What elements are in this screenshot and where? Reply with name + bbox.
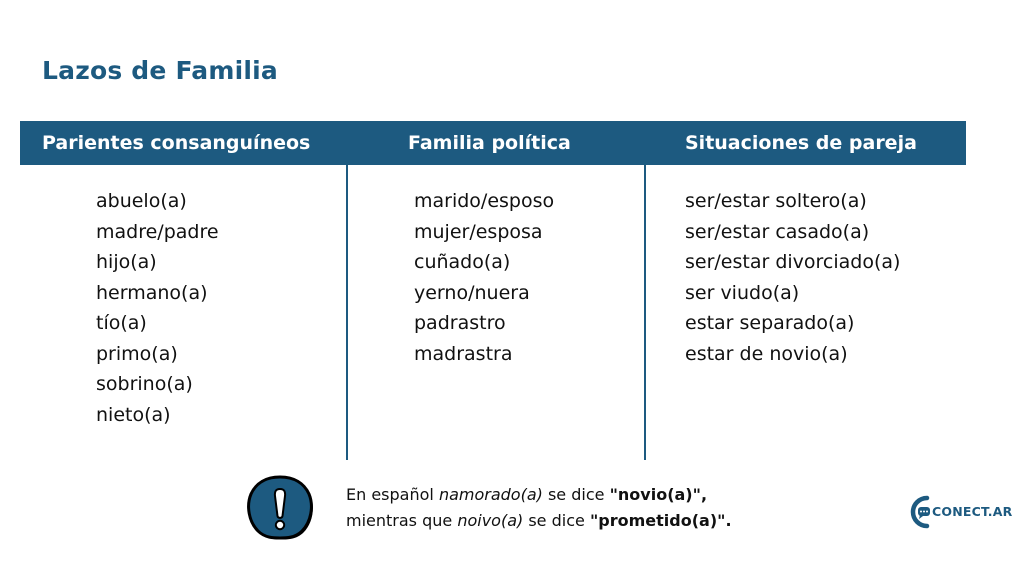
list-item: ser/estar divorciado(a) <box>685 251 901 273</box>
list-parientes-consanguineos <box>96 186 219 430</box>
note-answer-novio: "novio(a)" <box>609 485 701 504</box>
note-line-1 <box>346 482 732 508</box>
list-item: yerno/nuera <box>414 281 530 304</box>
list-item: estar separado(a) <box>685 312 855 334</box>
note-term-namorado: namorado(a) <box>438 485 543 504</box>
note-text-segment: se dice <box>523 511 590 530</box>
note-text-segment: mientras que <box>346 511 458 530</box>
page-title: Lazos de Familia <box>42 56 278 85</box>
list-item: sobrino(a) <box>96 373 193 395</box>
list-item: nieto(a) <box>96 403 171 426</box>
note-line-2 <box>346 508 732 534</box>
header-parientes-consanguineos: Parientes consanguíneos <box>42 132 311 154</box>
list-item: hijo(a) <box>96 251 157 273</box>
list-item: madrastra <box>414 342 513 365</box>
note-text-segment: . <box>725 511 732 530</box>
exclamation-icon <box>246 474 314 540</box>
list-item: padrastro <box>414 312 506 334</box>
column-divider <box>346 165 348 460</box>
list-item: primo(a) <box>96 342 178 365</box>
note-term-noivo: noivo(a) <box>457 511 524 530</box>
list-item: tío(a) <box>96 312 147 334</box>
list-familia-politica <box>414 186 554 369</box>
list-item: ser/estar soltero(a) <box>685 190 867 212</box>
note-text <box>346 482 732 534</box>
list-item: ser/estar casado(a) <box>685 220 870 243</box>
list-item: ser viudo(a) <box>685 281 800 304</box>
column-divider <box>644 165 646 460</box>
list-item: marido/esposo <box>414 190 555 212</box>
list-item: hermano(a) <box>96 281 208 304</box>
note-text-segment: , <box>700 485 708 504</box>
list-item: cuñado(a) <box>414 251 511 273</box>
chat-bubble-logo-icon <box>910 494 934 530</box>
header-familia-politica: Familia política <box>408 132 571 154</box>
list-item: madre/padre <box>96 220 219 243</box>
list-item: estar de novio(a) <box>685 342 848 365</box>
list-item: abuelo(a) <box>96 190 187 212</box>
header-situaciones-de-pareja: Situaciones de pareja <box>685 132 917 154</box>
note-answer-prometido: "prometido(a)" <box>589 511 726 530</box>
brand-name: CONECT.AR <box>932 504 1013 519</box>
table-header <box>20 121 966 165</box>
brand-logo <box>910 494 1016 530</box>
note-text-segment: se dice <box>542 485 610 504</box>
list-situaciones-de-pareja <box>685 186 900 369</box>
list-item: mujer/esposa <box>414 220 543 243</box>
note-text-segment: En español <box>346 485 439 504</box>
